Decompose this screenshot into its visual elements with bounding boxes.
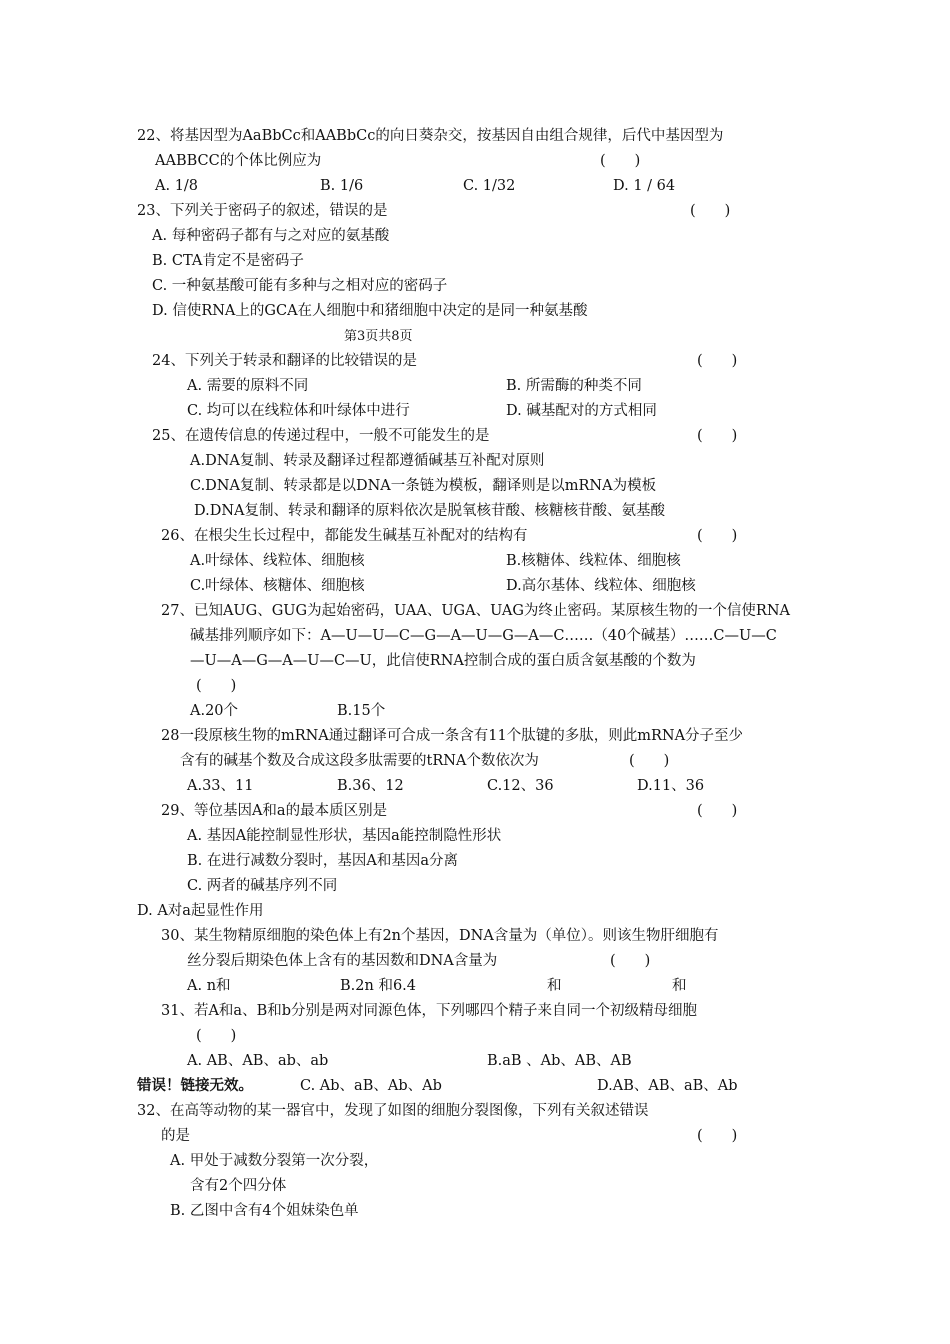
- q22-stem-line2: AABBCC的个体比例应为: [155, 153, 322, 169]
- q26-option-b: B.核糖体、线粒体、细胞核: [506, 553, 681, 569]
- q26-stem: 26、在根尖生长过程中，都能发生碱基互补配对的结构有: [161, 528, 528, 544]
- q26-option-d: D.高尔基体、线粒体、细胞核: [506, 578, 696, 594]
- q29-stem: 29、等位基因A和a的最本质区别是: [161, 803, 388, 819]
- q23-option-b: B. CTA肯定不是密码子: [152, 253, 304, 269]
- q27-option-b: B.15个: [337, 703, 386, 719]
- q24-paren: ( ): [697, 353, 738, 369]
- q22-option-d: D. 1 / 64: [613, 178, 676, 194]
- q29-option-a: A. 基因A能控制显性形状，基因a能控制隐性形状: [187, 828, 502, 844]
- q31-stem-line1: 31、若A和a、B和b分别是两对同源色体，下列哪四个精子来自同一个初级精母细胞: [161, 1003, 698, 1019]
- q22-option-a: A. 1/8: [155, 178, 199, 194]
- q30-stem-line1: 30、某生物精原细胞的染色体上有2n个基因，DNA含量为（单位）。则该生物肝细胞有: [161, 928, 719, 944]
- q31-option-a: A. AB、AB、ab、ab: [187, 1053, 329, 1069]
- q24-option-b: B. 所需酶的种类不同: [506, 378, 642, 394]
- q24-option-c: C. 均可以在线粒体和叶绿体中进行: [187, 403, 410, 419]
- q23-stem: 23、下列关于密码子的叙述，错误的是: [137, 203, 388, 219]
- q30-paren: ( ): [610, 953, 651, 969]
- q30-stem-line2: 丝分裂后期染色体上含有的基因数和DNA含量为: [187, 953, 498, 969]
- q26-paren: ( ): [697, 528, 738, 544]
- error-link-text: 错误！链接无效。: [137, 1077, 253, 1094]
- q28-option-a: A.33、11: [187, 778, 254, 794]
- q32-option-b: B. 乙图中含有4个姐妹染色单: [170, 1203, 359, 1219]
- q30-option-d: 和: [672, 978, 687, 994]
- q25-paren: ( ): [697, 428, 738, 444]
- q23-option-c: C. 一种氨基酸可能有多种与之相对应的密码子: [152, 278, 448, 294]
- q29-paren: ( ): [697, 803, 738, 819]
- q24-option-d: D. 碱基配对的方式相同: [506, 403, 657, 419]
- q23-option-a: A. 每种密码子都有与之对应的氨基酸: [152, 228, 390, 244]
- q28-paren: ( ): [629, 753, 670, 769]
- q31-option-d: D.AB、AB、aB、Ab: [597, 1078, 738, 1094]
- q26-option-a: A.叶绿体、线粒体、细胞核: [190, 553, 365, 569]
- q28-stem-line1: 28一段原核生物的mRNA通过翻译可合成一条含有11个肽键的多肽，则此mRNA分子至少: [161, 728, 744, 744]
- q30-option-b: B.2n 和6.4: [340, 978, 416, 994]
- q32-paren: ( ): [697, 1128, 738, 1144]
- q31-paren: ( ): [196, 1028, 237, 1044]
- q24-stem: 24、下列关于转录和翻译的比较错误的是: [152, 353, 417, 369]
- q22-stem-line1: 22、将基因型为AaBbCc和AABbCc的向日葵杂交，按基因自由组合规律，后代中基因型为: [137, 128, 724, 144]
- q32-stem-line1: 32、在高等动物的某一器官中，发现了如图的细胞分裂图像，下列有关叙述错误: [137, 1103, 649, 1119]
- q22-paren: ( ): [600, 153, 641, 169]
- q28-option-d: D.11、36: [637, 778, 705, 794]
- q32-option-a-line2: 含有2个四分体: [190, 1178, 287, 1194]
- q28-stem-line2: 含有的碱基个数及合成这段多肽需要的tRNA个数依次为: [180, 753, 539, 769]
- q28-option-b: B.36、12: [337, 778, 404, 794]
- q27-stem-line2: 碱基排列顺序如下：A—U—U—C—G—A—U—G—A—C……（40个碱基）……C—U—C: [190, 628, 777, 644]
- q23-option-d: D. 信使RNA上的GCA在人细胞中和猪细胞中决定的是同一种氨基酸: [152, 303, 588, 319]
- q25-option-a: A.DNA复制、转录及翻译过程都遵循碱基互补配对原则: [190, 453, 545, 469]
- q29-option-b: B. 在进行减数分裂时，基因A和基因a分离: [187, 853, 458, 869]
- q26-option-c: C.叶绿体、核糖体、细胞核: [190, 578, 365, 594]
- q25-option-d: D.DNA复制、转录和翻译的原料依次是脱氧核苷酸、核糖核苷酸、氨基酸: [194, 503, 665, 519]
- q27-paren: ( ): [196, 678, 237, 694]
- q32-option-a-line1: A. 甲处于减数分裂第一次分裂，: [170, 1153, 379, 1169]
- q30-option-a: A. n和: [187, 978, 231, 994]
- q23-paren: ( ): [690, 203, 731, 219]
- page-footer: 第3页共8页: [344, 329, 413, 344]
- q27-option-a: A.20个: [190, 703, 239, 719]
- q25-stem: 25、在遗传信息的传递过程中，一般不可能发生的是: [152, 428, 490, 444]
- q29-option-c: C. 两者的碱基序列不同: [187, 878, 338, 894]
- q22-option-c: C. 1/32: [463, 178, 516, 194]
- q22-option-b: B. 1/6: [320, 178, 364, 194]
- q30-option-c: 和: [547, 978, 562, 994]
- q28-option-c: C.12、36: [487, 778, 554, 794]
- q29-option-d: D. A对a起显性作用: [137, 903, 264, 919]
- q27-stem-line1: 27、已知AUG、GUG为起始密码，UAA、UGA、UAG为终止密码。某原核生物的一个信使RNA: [161, 603, 791, 619]
- q25-option-c: C.DNA复制、转录都是以DNA一条链为模板，翻译则是以mRNA为模板: [190, 478, 657, 494]
- q27-stem-line3: —U—A—G—A—U—C—U，此信使RNA控制合成的蛋白质含氨基酸的个数为: [190, 653, 696, 669]
- q32-stem-line2: 的是: [161, 1128, 190, 1144]
- q31-option-c: C. Ab、aB、Ab、Ab: [300, 1078, 442, 1094]
- q24-option-a: A. 需要的原料不同: [187, 378, 309, 394]
- q31-option-b: B.aB 、Ab、AB、AB: [487, 1053, 632, 1069]
